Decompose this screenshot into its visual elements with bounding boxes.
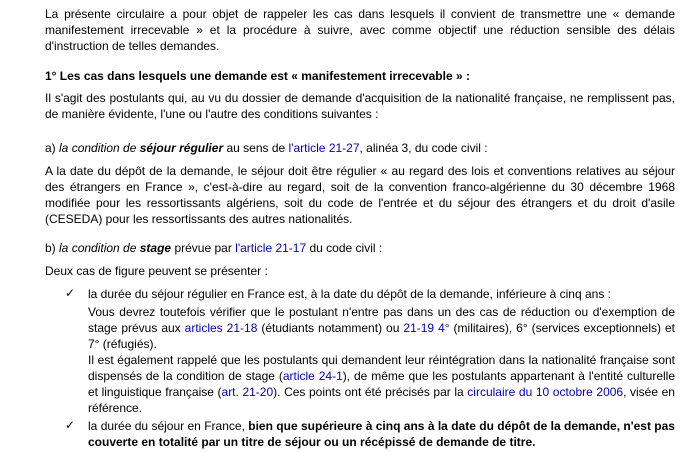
article-21-17-link[interactable]: l'article 21-17 [235, 241, 307, 255]
part-b-heading [45, 240, 675, 256]
section1-paragraph: Il s'agit des postulants qui, au vu du dossier de demande d'acquisition de la nationalité française, ne remplissent pas, de manière évidente, l'une ou l'autre des conditions suivantes : [45, 91, 675, 121]
bullet-1-text: la durée du séjour régulier en France est, à la date du dépôt de la demande, inférieure à cinq ans : [88, 287, 612, 301]
part-b-suffix: du code civil : [306, 241, 383, 255]
sub2-text-4: , visée en référence. [88, 385, 675, 415]
part-a-suffix: , alinéa 3, du code civil : [359, 141, 488, 155]
check-icon: ✓ [65, 418, 76, 432]
part-b-prefix: b) [45, 241, 60, 255]
check-icon: ✓ [65, 286, 76, 300]
sub-paragraph-1 [88, 304, 675, 352]
article-21-19-link[interactable]: 21-19 4° [403, 321, 450, 335]
part-b-bold-italic: stage [139, 241, 172, 255]
part-a-heading [45, 140, 675, 156]
part-a-mid: au sens de [223, 141, 289, 155]
part-a-prefix: a) [45, 141, 60, 155]
sub2-text-3: ). Ces points ont été précisés par la [273, 385, 468, 399]
part-a-bold-italic: séjour régulier [139, 141, 224, 155]
intro-paragraph: La présente circulaire a pour objet de rappeler les cas dans lesquels il convient de transmettre une « demande manifestement irrecevable » et la procédure à suivre, avec comme objectif une réduction sensible des délais d'instruction de telles demandes. [45, 7, 675, 53]
sub2-text-1: Il est également rappelé que les postulants qui demandent leur réintégration dans la nationalité française sont dispensés de la condition de stage ( [88, 353, 675, 383]
sub1-text-3: (étudiants notamment) ou [257, 321, 404, 335]
circulaire-link[interactable]: circulaire du 10 octobre 2006 [467, 385, 624, 399]
sub1-text-4: (militaires), 6° (services exceptionnels) et 7° (réfugiés). [88, 321, 675, 351]
part-b-mid: prévue par [171, 241, 236, 255]
bullet-2-text [88, 418, 675, 450]
part-a-paragraph: A la date du dépôt de la demande, le séjour doit être régulier « au regard des lois et conventions relatives au séjour des étrangers en France », c'est-à-dire au regard, soit de la convention franco-algérienne du 30 décembre 1968 modifiée pour les ressortissants algériens, soit du code de l'entrée et du séjour des étrangers et du droit d'asile (CESEDA) pour les ressortissants des autres nationalités. [45, 164, 675, 226]
sub2-text-2: ), de même que les postulants appartenant à l'entité culturelle et linguistique française ( [88, 369, 675, 399]
article-21-27-link[interactable]: l'article 21-27 [288, 141, 360, 155]
part-a-italic: la condition de [59, 141, 140, 155]
sub-paragraph-2 [88, 352, 675, 416]
bullet2-bold-text: bien que supérieure à cinq ans à la date du dépôt de la demande, n'est pas couverte en totalité par un titre de séjour ou un récépissé de demande de titre. [88, 419, 675, 449]
article-24-1-link[interactable]: article 24-1 [282, 369, 343, 383]
bullet2-text: la durée du séjour en France, [88, 419, 249, 433]
article-21-18-link[interactable]: 21-18 [226, 321, 258, 335]
sub1-text-1: Vous devrez toutefois vérifier que le postulant n'entre pas dans un des cas de réduction ou d'exemption de stage prévus aux [88, 305, 675, 335]
article-21-20-link[interactable]: art. 21-20 [221, 385, 274, 399]
part-b-italic: la condition de [59, 241, 140, 255]
section1-heading: 1° Les cas dans lesquels une demande est « manifestement irrecevable » : [45, 69, 470, 83]
articles-link[interactable]: articles [184, 321, 223, 335]
part-b-paragraph: Deux cas de figure peuvent se présenter : [45, 264, 268, 278]
